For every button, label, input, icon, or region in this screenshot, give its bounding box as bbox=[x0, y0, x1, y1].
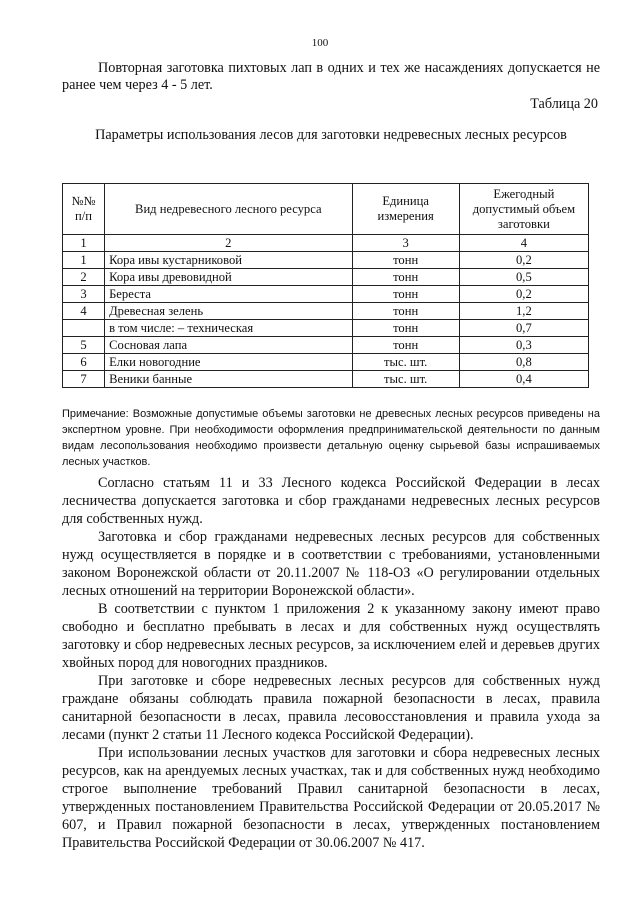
table-row bbox=[63, 354, 589, 371]
volume: 0,7 bbox=[459, 320, 588, 337]
volume: 0,8 bbox=[459, 354, 588, 371]
table-header-row bbox=[63, 184, 589, 235]
row-number: 1 bbox=[63, 252, 105, 269]
resource-name: в том числе: – техническая bbox=[105, 320, 352, 337]
volume: 0,3 bbox=[459, 337, 588, 354]
unit: тонн bbox=[352, 337, 459, 354]
header-volume: Ежегодный допустимый объем заготовки bbox=[459, 184, 588, 235]
page-number: 100 bbox=[311, 37, 329, 49]
column-number: 2 bbox=[105, 235, 352, 252]
row-number: 5 bbox=[63, 337, 105, 354]
row-number: 2 bbox=[63, 269, 105, 286]
paragraph: При использовании лесных участков для заготовки и сбора недревесных лесных ресурсов, как на арендуемых лесных участках, так и для собственных нужд необходимо строгое выполнение требований Правил санитарной безопасности в лесах, утвержденных постановлением Правительства Российской Федерации от 20.05.2017 № 607, и Правил пожарной безопасности в лесах, утвержденных постановлением Правительства Российской Федерации от 30.06.2007 № 417. bbox=[62, 745, 600, 851]
column-number: 4 bbox=[459, 235, 588, 252]
volume: 0,2 bbox=[459, 252, 588, 269]
resources-table bbox=[62, 183, 589, 388]
resource-name: Сосновая лапа bbox=[105, 337, 352, 354]
row-number: 3 bbox=[63, 286, 105, 303]
column-number: 3 bbox=[352, 235, 459, 252]
table-note: Примечание: Возможные допустимые объемы заготовки не древесных лесных ресурсов приведены на экспертном уровне. При необходимости оформления предпринимательской деятельности по данным видам лесопользования необходимо произвести детальную оценку сырьевой базы испрашиваемых лесных участков. bbox=[62, 408, 600, 468]
column-number: 1 bbox=[63, 235, 105, 252]
table-row bbox=[63, 320, 589, 337]
resource-name: Кора ивы кустарниковой bbox=[105, 252, 352, 269]
unit: тонн bbox=[352, 303, 459, 320]
header-unit: Единица измерения bbox=[352, 184, 459, 235]
paragraph: Согласно статьям 11 и 33 Лесного кодекса Российской Федерации в лесах лесничества допускается заготовка и сбор гражданами недревесных лесных ресурсов для собственных нужд. bbox=[62, 475, 600, 527]
table-row bbox=[63, 252, 589, 269]
intro-paragraph: Повторная заготовка пихтовых лап в одних и тех же насаждениях допускается не ранее чем через 4 - 5 лет. bbox=[62, 60, 600, 93]
row-number: 4 bbox=[63, 303, 105, 320]
table-row bbox=[63, 286, 589, 303]
unit: тыс. шт. bbox=[352, 371, 459, 388]
header-resource: Вид недревесного лесного ресурса bbox=[105, 184, 352, 235]
unit: тыс. шт. bbox=[352, 354, 459, 371]
table-row bbox=[63, 337, 589, 354]
table-row bbox=[63, 371, 589, 388]
table-title: Параметры использования лесов для заготовки недревесных лесных ресурсов bbox=[95, 127, 567, 143]
table-row bbox=[63, 269, 589, 286]
volume: 0,5 bbox=[459, 269, 588, 286]
resource-name: Веники банные bbox=[105, 371, 352, 388]
row-number bbox=[63, 320, 105, 337]
volume: 0,2 bbox=[459, 286, 588, 303]
body-text bbox=[62, 474, 600, 852]
paragraph: При заготовке и сборе недревесных лесных ресурсов для собственных нужд граждане обязаны соблюдать правила пожарной безопасности в лесах, правила санитарной безопасности в лесах, правила лесовосстановления и правила ухода за лесами (пункт 2 статьи 11 Лесного кодекса Российской Федерации). bbox=[62, 673, 600, 743]
volume: 1,2 bbox=[459, 303, 588, 320]
table-label: Таблица 20 bbox=[530, 96, 598, 112]
volume: 0,4 bbox=[459, 371, 588, 388]
column-number-row bbox=[63, 235, 589, 252]
row-number: 7 bbox=[63, 371, 105, 388]
paragraph: В соответствии с пунктом 1 приложения 2 к указанному закону имеют право свободно и бесплатно пребывать в лесах и для собственных нужд осуществлять заготовку и сбор недревесных лесных ресурсов, за исключением елей и деревьев других хвойных пород для новогодних праздников. bbox=[62, 601, 600, 671]
header-number: №№ п/п bbox=[63, 184, 105, 235]
unit: тонн bbox=[352, 320, 459, 337]
table-row bbox=[63, 303, 589, 320]
paragraph: Заготовка и сбор гражданами недревесных лесных ресурсов для собственных нужд осуществляется в порядке и в соответствии с требованиями, установленными законом Воронежской области от 20.11.2007 № 118-ОЗ «О регулировании отдельных лесных отношений на территории Воронежской области». bbox=[62, 529, 600, 599]
unit: тонн bbox=[352, 286, 459, 303]
unit: тонн bbox=[352, 252, 459, 269]
resource-name: Елки новогодние bbox=[105, 354, 352, 371]
resource-name: Кора ивы древовидной bbox=[105, 269, 352, 286]
resource-name: Береста bbox=[105, 286, 352, 303]
unit: тонн bbox=[352, 269, 459, 286]
resource-name: Древесная зелень bbox=[105, 303, 352, 320]
row-number: 6 bbox=[63, 354, 105, 371]
